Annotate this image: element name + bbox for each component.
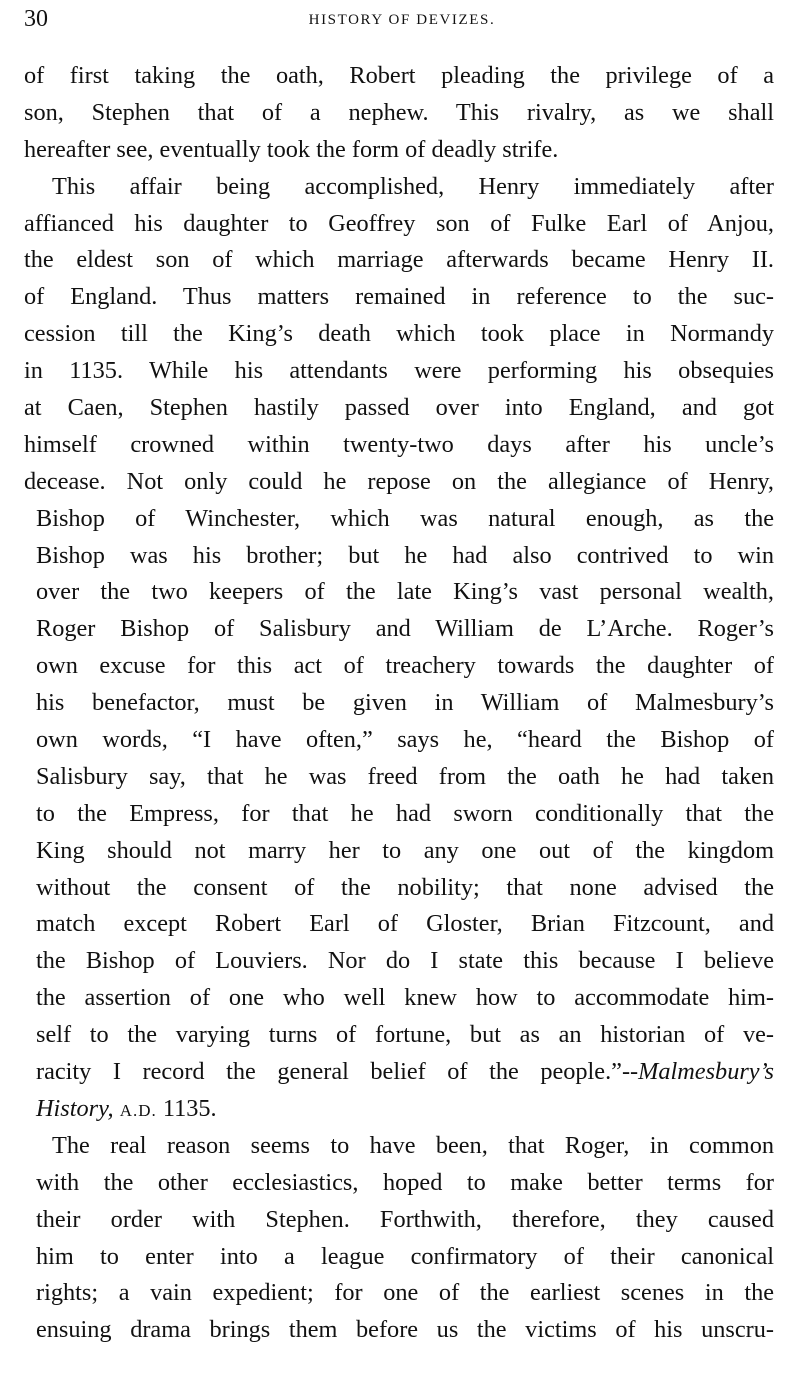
body-text (24, 58, 774, 1349)
text-line: decease. Not only could he repose on the allegiance of Henry, (24, 467, 774, 495)
citation-author: Malmesbury’s (638, 1058, 774, 1086)
text-line: self to the varying turns of fortune, but as an historian of ve- (36, 1021, 774, 1049)
running-head (24, 6, 780, 32)
text-line: King should not marry her to any one out of the kingdom (36, 836, 774, 864)
text-line: rights; a vain expedient; for one of the earliest scenes in the (36, 1279, 774, 1307)
text-line-with-citation (24, 1054, 774, 1091)
text-line: of England. Thus matters remained in reference to the suc- (24, 283, 774, 311)
text-line: without the consent of the nobility; that none advised the (36, 873, 774, 901)
text-line: own words, “I have often,” says he, “heard the Bishop of (36, 726, 774, 754)
paragraph-first-line: The real reason seems to have been, that Roger, in common (52, 1131, 774, 1159)
text-line: in 1135. While his attendants were performing his obsequies (24, 357, 774, 385)
text-line: to the Empress, for that he had sworn conditionally that the (36, 799, 774, 827)
text-line: affianced his daughter to Geoffrey son of Fulke Earl of Anjou, (24, 209, 774, 237)
text-line: with the other ecclesiastics, hoped to make better terms for (36, 1168, 774, 1196)
citation-line (24, 1091, 774, 1128)
text-line: his benefactor, must be given in William of Malmesbury’s (36, 689, 774, 717)
text-line: hereafter see, eventually took the form of deadly strife. (24, 135, 559, 163)
text-line: at Caen, Stephen hastily passed over into England, and got (24, 394, 774, 422)
page-number: 30 (24, 6, 48, 32)
text-line: of first taking the oath, Robert pleading the privilege of a (24, 62, 774, 89)
text-line: him to enter into a league confirmatory of their canonical (36, 1242, 774, 1270)
running-title: HISTORY OF DEVIZES. (308, 12, 496, 28)
paragraph-first-line: This affair being accomplished, Henry immediately after (52, 172, 774, 200)
text-line: Bishop was his brother; but he had also contrived to win (36, 541, 774, 569)
closing-quote-text: racity I record the general belief of the people.”-- (36, 1058, 639, 1086)
text-line: Salisbury say, that he was freed from the oath he had taken (36, 762, 774, 790)
text-line: match except Robert Earl of Gloster, Brian Fitzcount, and (36, 910, 774, 938)
text-line: the assertion of one who well knew how to accommodate him- (36, 984, 774, 1012)
text-line: over the two keepers of the late King’s vast personal wealth, (36, 578, 774, 606)
citation-year: 1135. (162, 1094, 217, 1122)
text-line: the eldest son of which marriage afterwards became Henry II. (24, 246, 774, 274)
text-line: Roger Bishop of Salisbury and William de L’Arche. Roger’s (36, 615, 774, 643)
text-line: their order with Stephen. Forthwith, therefore, they caused (36, 1205, 774, 1233)
text-line: ensuing drama brings them before us the victims of his unscru- (36, 1316, 774, 1344)
text-line: own excuse for this act of treachery towards the daughter of (36, 652, 774, 680)
citation-era: A.D. (119, 1100, 157, 1120)
text-line: Bishop of Winchester, which was natural enough, as the (36, 504, 774, 532)
text-line: the Bishop of Louviers. Nor do I state this because I believe (36, 947, 774, 975)
text-line: himself crowned within twenty-two days after his uncle’s (24, 430, 774, 458)
text-line: son, Stephen that of a nephew. This rivalry, as we shall (24, 98, 774, 126)
text-line: cession till the King’s death which took place in Normandy (24, 320, 774, 348)
citation-work: History, (36, 1094, 114, 1122)
